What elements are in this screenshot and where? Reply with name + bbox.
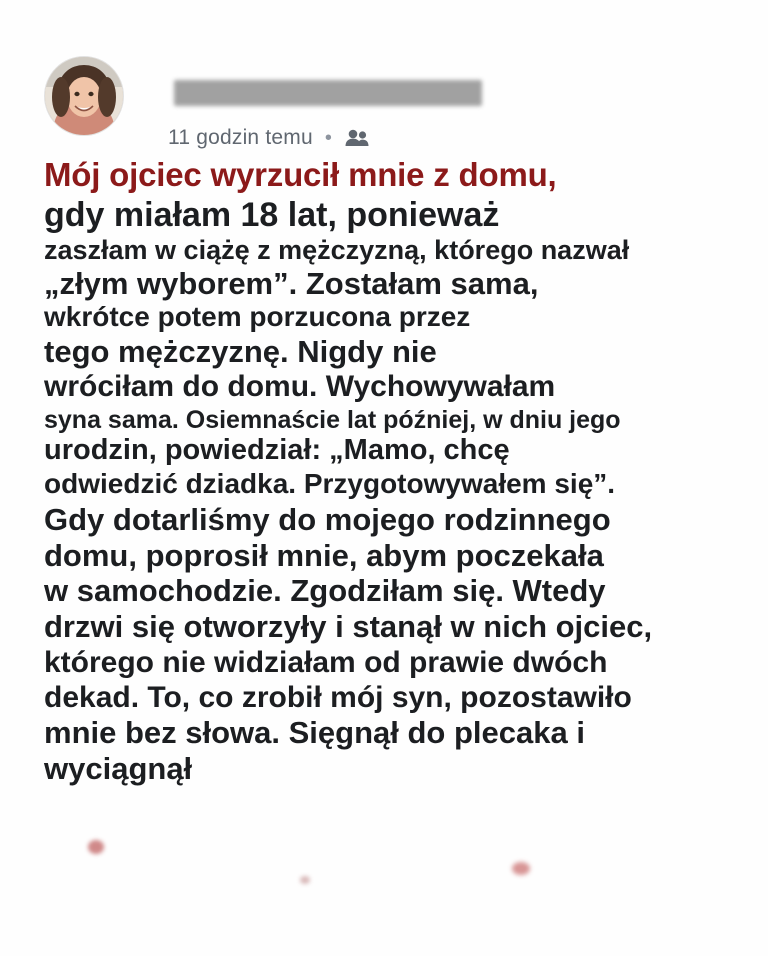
post-line: dekad. To, co zrobił mój syn, pozostawiło: [44, 680, 632, 714]
post-line: Mój ojciec wyrzucił mnie z domu,: [44, 156, 557, 193]
post-line: Gdy dotarliśmy do mojego rodzinnego: [44, 501, 611, 537]
image-artifact: [88, 840, 104, 854]
image-artifact: [512, 862, 530, 875]
post-line: zaszłam w ciążę z mężczyzną, którego nazwał: [44, 235, 630, 265]
post-line: wkrótce potem porzucona przez: [44, 301, 471, 333]
post-line: urodzin, powiedział: „Mamo, chcę: [44, 434, 510, 467]
post-line: w samochodzie. Zgodziłam się. Wtedy: [44, 573, 606, 609]
image-artifact: [300, 876, 310, 884]
post-line: „złym wyborem”. Zostałam sama,: [44, 265, 539, 301]
post-line: odwiedzić dziadka. Przygotowywałem się”.: [44, 468, 616, 500]
post-line: tego mężczyznę. Nigdy nie: [44, 334, 437, 370]
post-text: [44, 158, 734, 785]
meta-separator: •: [324, 127, 332, 149]
post-line: mnie bez słowa. Sięgnął do plecaka i: [44, 714, 585, 750]
post-line: gdy miałam 18 lat, ponieważ: [44, 195, 500, 234]
post-header: [44, 44, 740, 149]
post-line: domu, poprosił mnie, abym poczekała: [44, 537, 604, 573]
post-timestamp[interactable]: 11 godzin temu: [168, 126, 313, 149]
post-body: [44, 158, 740, 785]
post-meta: [168, 126, 370, 150]
avatar-image: [45, 57, 123, 135]
post-line: wróciłam do domu. Wychowywałam: [44, 370, 556, 403]
avatar[interactable]: [44, 56, 124, 136]
author-name[interactable]: [174, 80, 482, 106]
post-line: którego nie widziałam od prawie dwóch: [44, 646, 608, 680]
post-line: wyciągnął: [44, 750, 193, 786]
friends-icon[interactable]: [344, 128, 370, 148]
post-line: syna sama. Osiemnaście lat później, w dniu jego: [44, 405, 621, 434]
post-line: drzwi się otworzyły i stanął w nich ojciec,: [44, 609, 653, 645]
